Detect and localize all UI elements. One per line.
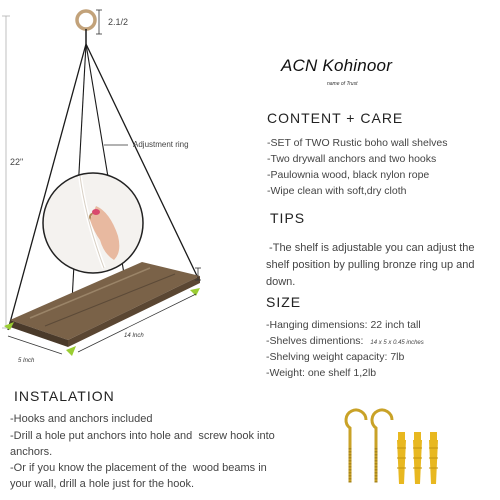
ring-dimension: 2.1/2	[108, 17, 129, 27]
tips-line: down.	[266, 276, 296, 288]
size-weight: -Weight: one shelf 1,2lb	[266, 367, 377, 379]
size-shelves-value: 14 x 5 x 0.45 inches	[370, 340, 424, 346]
wooden-ring	[77, 11, 95, 29]
content-care-line: -Wipe clean with soft,dry cloth	[267, 185, 407, 197]
tips-line: shelf position by pulling bronze ring up and	[266, 259, 475, 271]
installation-line: -Hooks and anchors included	[10, 413, 153, 425]
height-dimension: 22"	[10, 157, 24, 167]
content-care-line: -SET of TWO Rustic boho wall shelves	[267, 137, 448, 149]
adjustment-ring-label: Adjustment ring	[133, 140, 189, 149]
adjustment-ring-zoom	[43, 173, 143, 273]
anchor-icon	[413, 432, 422, 484]
anchor-icon	[397, 432, 406, 484]
wooden-shelf	[10, 262, 200, 347]
size-hanging: -Hanging dimensions: 22 inch tall	[266, 319, 421, 331]
width-dimension: 5 Inch	[18, 358, 35, 364]
tips-heading: TIPS	[270, 210, 306, 226]
size-capacity: -Shelving weight capacity: 7lb	[266, 351, 405, 363]
tips-line: -The shelf is adjustable you can adjust the	[266, 242, 475, 254]
anchor-icon	[429, 432, 438, 484]
installation-line: -Or if you know the placement of the wood beams in	[10, 462, 267, 474]
brand-tagline: name of Trust	[327, 81, 358, 87]
installation-heading: INSTALATION	[14, 388, 115, 404]
product-diagram	[0, 0, 270, 400]
size-heading: SIZE	[266, 294, 302, 310]
content-care-line: -Two drywall anchors and two hooks	[267, 153, 437, 165]
content-care-heading: CONTENT + CARE	[267, 110, 404, 126]
hook-icon	[346, 410, 366, 484]
hooks-and-anchors	[336, 398, 452, 494]
installation-line: your wall, drill a hole just for the hook.	[10, 478, 195, 490]
hook-icon	[372, 410, 392, 484]
content-care-line: -Paulownia wood, black nylon rope	[267, 169, 430, 181]
size-shelves	[266, 335, 424, 347]
size-shelves-label: -Shelves dimentions:	[266, 335, 364, 347]
installation-line: -Drill a hole put anchors into hole and screw hook into	[10, 430, 275, 442]
installation-line: anchors.	[10, 446, 53, 458]
length-dimension: 14 Inch	[124, 333, 144, 339]
brand-name: ACN Kohinoor	[281, 56, 393, 75]
